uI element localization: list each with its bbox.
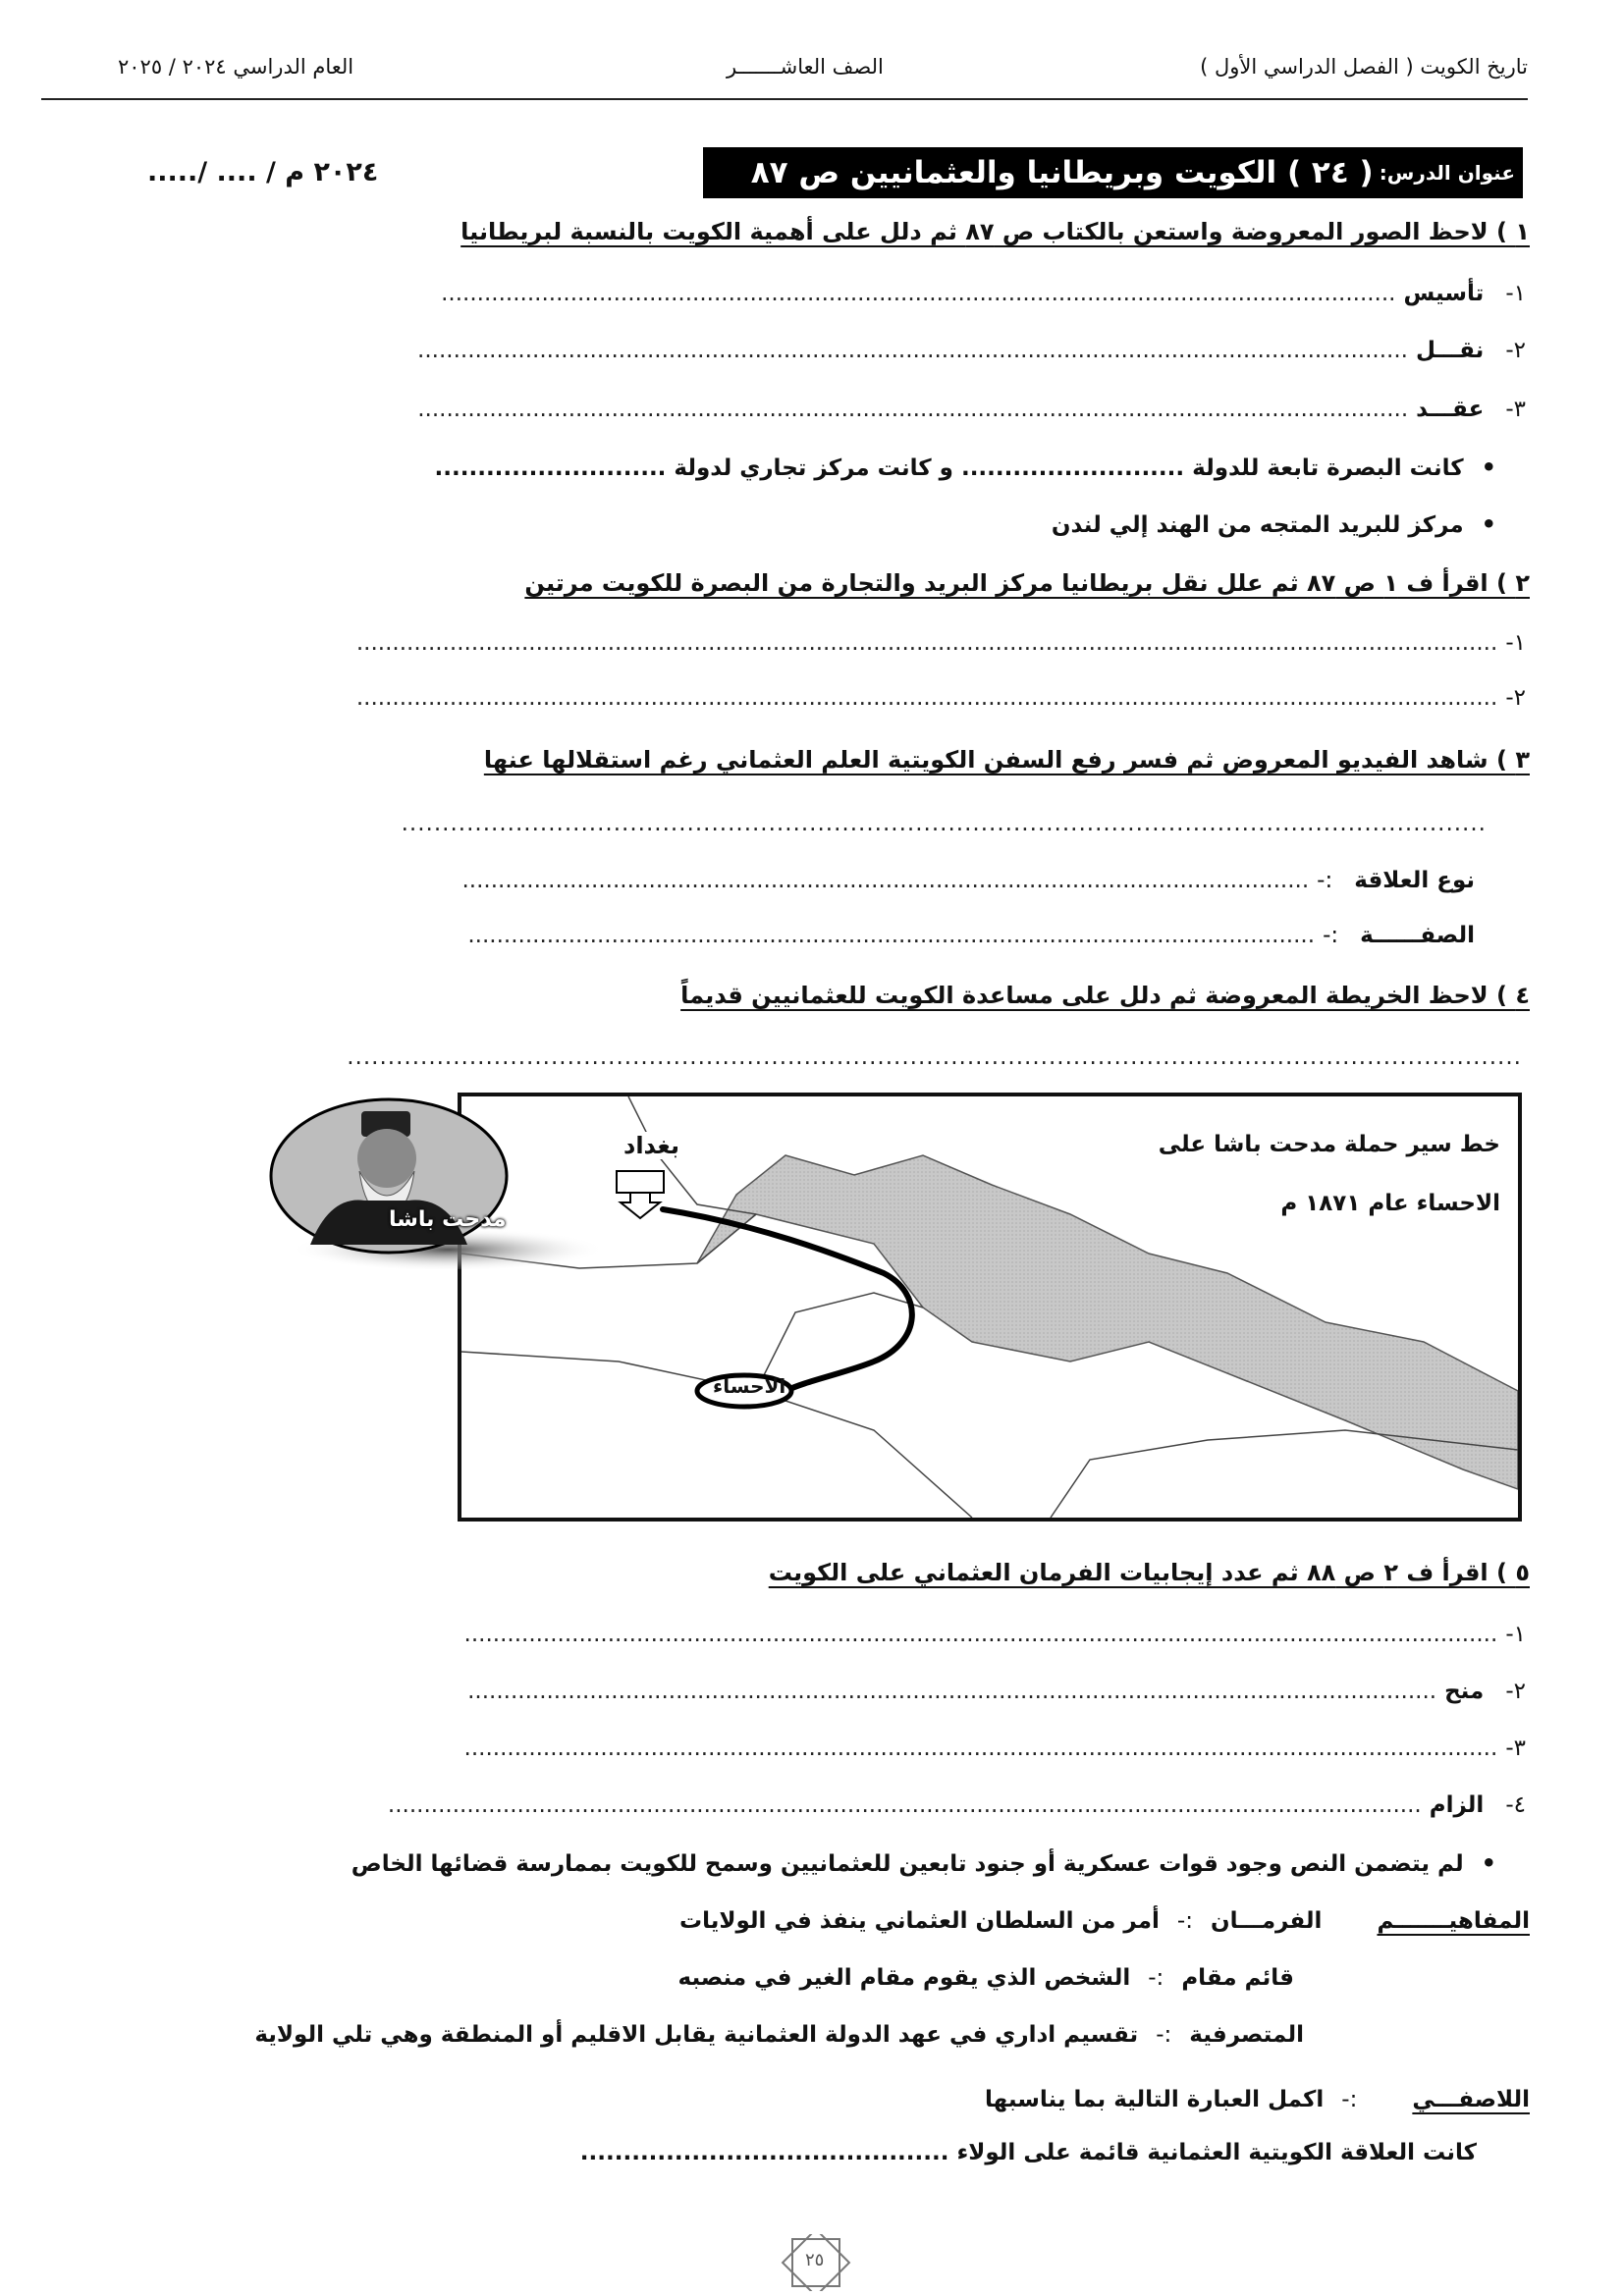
map-city-baghdad: بغداد xyxy=(621,1132,682,1159)
page-number-ornament xyxy=(779,2234,853,2291)
q3-attribute-sep: :- xyxy=(1323,923,1339,948)
concept-3-sep: :- xyxy=(1156,2022,1172,2048)
q3-attribute-dots: ...................................................................................................................... xyxy=(467,923,1316,948)
extra-sentence: كانت العلاقة الكويتية العثمانية قائمة على الولاء ........................................... xyxy=(579,2140,1477,2165)
concept-3-term: المتصرفية xyxy=(1189,2022,1304,2048)
concept-2-term: قائم مقام xyxy=(1181,1965,1294,1991)
q2-line-1-num: ١- xyxy=(1505,630,1526,656)
q2-line-1 xyxy=(356,630,1526,656)
q1-item-3-num: ٣- xyxy=(1505,397,1526,422)
q5-item-2-num: ٢- xyxy=(1505,1679,1526,1704)
q1-item-2-label: نقـــل xyxy=(1416,338,1485,363)
q2-line-2 xyxy=(356,685,1526,711)
q5-item-4-dots: ................................................................................................................................................ xyxy=(387,1792,1422,1818)
q1-item-2-dots: .......................................................................................................................................... xyxy=(417,338,1408,363)
q1-item-1-num: ١- xyxy=(1505,281,1526,306)
q5-prompt: ٥ ) اقرأ ف ٢ ص ٨٨ ثم عدد إيجابيات الفرمان العثماني على الكويت xyxy=(768,1559,1530,1586)
q1-prompt: ١ ) لاحظ الصور المعروضة واستعن بالكتاب ص ٨٧ ثم دلل على أهمية الكويت بالنسبة لبريطانيا xyxy=(460,218,1530,245)
q3-answer-dots: ..................................................................................................................................... xyxy=(401,811,1487,836)
concept-1-definition: أمر من السلطان العثماني ينفذ في الولايات xyxy=(678,1908,1160,1934)
q3-prompt: ٣ ) شاهد الفيديو المعروض ثم فسر رفع السفن الكويتية العلم العثماني رغم استقلالها عنها xyxy=(483,746,1530,774)
q3-relation-label: نوع العلاقة xyxy=(1354,868,1475,893)
q1-bullet-1: • كانت البصرة تابعة للدولة .......................... و كانت مركز تجاري لدولة ........................... xyxy=(435,454,1496,481)
q2-line-1-dots: ............................................................................................................................................................... xyxy=(355,630,1498,656)
q1-item-1-label: تأسيس xyxy=(1403,281,1485,306)
lesson-date: ...../ .... / ٢٠٢٤ م xyxy=(147,157,379,187)
concepts-row-1 xyxy=(679,1908,1530,1934)
lesson-title-box xyxy=(703,147,1523,198)
concept-2-sep: :- xyxy=(1148,1965,1164,1991)
extra-instruction: اكمل العبارة التالية بما يناسبها xyxy=(985,2087,1325,2112)
q1-item-3 xyxy=(417,397,1526,422)
q3-relation-dots: ...................................................................................................................... xyxy=(461,868,1310,893)
q5-item-3-num: ٣- xyxy=(1505,1735,1526,1761)
q5-item-1-num: ١- xyxy=(1505,1622,1526,1647)
q5-item-4-label: الزام xyxy=(1429,1792,1485,1818)
concepts-row-2 xyxy=(678,1965,1294,1991)
map-caption-line2: الاحساء عام ١٨٧١ م xyxy=(1280,1191,1500,1216)
portrait-face xyxy=(357,1129,416,1188)
q4-answer-dots: ................................................................................................................................................ xyxy=(347,1044,1522,1070)
q2-line-2-dots: ............................................................................................................................................................... xyxy=(355,685,1498,711)
map-city-ahsa: الاحساء xyxy=(713,1374,786,1398)
q1-bullet-2: • مركز للبريد المتجه من الهند إلي لندن xyxy=(1052,510,1496,538)
q5-item-4-num: ٤- xyxy=(1505,1792,1526,1818)
q2-prompt: ٢ ) اقرأ ف ١ ص ٨٧ ثم علل نقل بريطانيا مركز البريد والتجارة من البصرة للكويت مرتين xyxy=(524,569,1530,597)
q3-attribute-label: الصفــــــة xyxy=(1360,923,1475,948)
lesson-title: ( ٢٤ ) الكويت وبريطانيا والعثمانيين ص ٨٧ xyxy=(750,155,1374,190)
q4-answer-line xyxy=(347,1044,1522,1070)
map-caption-line1: خط سير حملة مدحت باشا على xyxy=(1158,1132,1500,1157)
lesson-label: عنوان الدرس: xyxy=(1379,161,1515,185)
portrait-label: مدحت باشا xyxy=(389,1207,507,1232)
extra-heading: اللاصفـــي xyxy=(1412,2087,1530,2112)
q3-relation-sep: :- xyxy=(1317,868,1333,893)
portrait-drawing xyxy=(251,1097,644,1269)
q5-item-1 xyxy=(464,1622,1526,1647)
midhat-pasha-portrait xyxy=(251,1097,644,1269)
q1-item-2-num: ٢- xyxy=(1505,338,1526,363)
q5-item-3-dots: ................................................................................................................................................ xyxy=(463,1735,1498,1761)
concepts-heading: المفاهيـــــــم xyxy=(1377,1908,1530,1934)
concept-1-term: الفرمـــان xyxy=(1210,1908,1323,1934)
q1-item-3-dots: .......................................................................................................................................... xyxy=(417,397,1409,422)
concept-3-definition: تقسيم اداري في عهد الدولة العثمانية يقابل الاقليم أو المنطقة وهي تلي الولاية xyxy=(254,2022,1139,2048)
header-year: العام الدراسي ٢٠٢٤ / ٢٠٢٥ xyxy=(118,55,354,79)
q2-line-2-num: ٢- xyxy=(1505,685,1526,711)
q5-item-3 xyxy=(464,1735,1526,1761)
header-course: تاريخ الكويت ( الفصل الدراسي الأول ) xyxy=(1200,55,1528,79)
q3-answer-line xyxy=(402,811,1487,836)
q1-item-2 xyxy=(417,338,1526,363)
q5-bullet: • لم يتضمن النص وجود قوات عسكرية أو جنود تابعين للعثمانيين وسمح للكويت بممارسة قضائها الخاص xyxy=(352,1849,1496,1877)
extra-row xyxy=(985,2087,1530,2112)
q3-attribute xyxy=(467,923,1475,948)
q4-prompt: ٤ ) لاحظ الخريطة المعروضة ثم دلل على مساعدة الكويت للعثمانيين قديماً xyxy=(680,982,1530,1009)
concept-1-sep: :- xyxy=(1176,1908,1193,1934)
q5-item-2-dots: ....................................................................................................................................... xyxy=(467,1679,1437,1704)
q1-item-1-dots: ..................................................................................................................................... xyxy=(441,281,1396,306)
header-rule xyxy=(41,98,1528,100)
concept-2-definition: الشخص الذي يقوم مقام الغير في منصبه xyxy=(677,1965,1131,1991)
q5-item-2 xyxy=(467,1679,1526,1704)
q5-item-4 xyxy=(388,1792,1526,1818)
page-number: ٢٥ xyxy=(805,2250,825,2270)
q1-item-3-label: عقـــد xyxy=(1416,397,1485,422)
q5-item-2-label: منح xyxy=(1444,1679,1485,1704)
concepts-row-3 xyxy=(254,2022,1304,2048)
q5-item-1-dots: ................................................................................................................................................ xyxy=(463,1622,1498,1647)
q1-item-1 xyxy=(441,281,1526,306)
q3-relation xyxy=(461,868,1475,893)
header-grade: الصف العاشـــــــر xyxy=(727,55,884,79)
extra-sep: :- xyxy=(1341,2087,1358,2112)
